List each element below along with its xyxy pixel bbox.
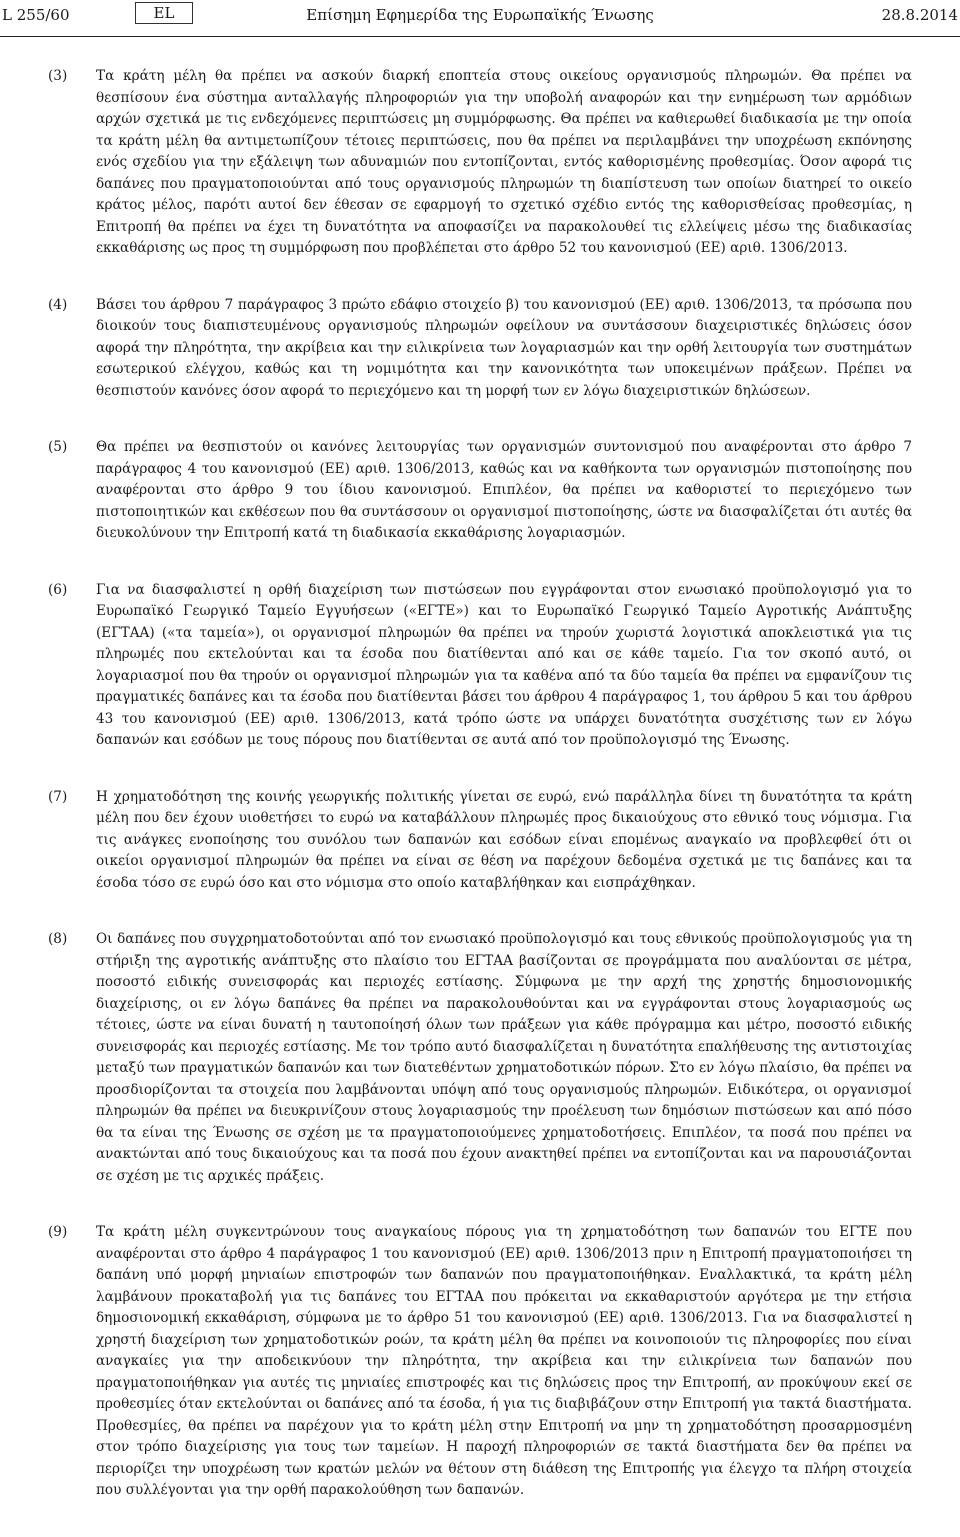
- recital-text: Η χρηματοδότηση της κοινής γεωργικής πολιτικής γίνεται σε ευρώ, ενώ παράλληλα δίνει τη δυνατότητα τα κράτη μέλη που δεν έχουν υιοθετήσει το ευρώ να καταβάλλουν πληρωμές προς δικαιούχους στο εθνικό τους νόμισμα. Για τις ανάγκες ενοποίησης του συνόλου των δαπανών και εσόδων είναι επομένως αναγκαίο να προβλεφθεί ότι οι οικείοι οργανισμοί πληρωμών θα πρέπει να είναι σε θέση να παρέχουν δεδομένα σχετικά με τις δαπάνες και τα έσοδα τόσο σε ευρώ όσο και στο νόμισμα στο οποίο καταβλήθηκαν και εισπράχθηκαν.: [96, 788, 912, 891]
- recital-number: (4): [48, 296, 68, 313]
- recital-text: Τα κράτη μέλη θα πρέπει να ασκούν διαρκή εποπτεία στους οικείους οργανισμούς πληρωμών. Θα πρέπει να θεσπίσουν ένα σύστημα ανταλλαγής πληροφοριών για την υποβολή αναφορών και την ενημέρωση των αρμόδιων αρχών σχετικά με τις ενδεχόμενες περιπτώσεις μη συμμόρφωσης. Θα πρέπει να καθιερωθεί διαδικασία με την οποία τα κράτη μέλη θα αντιμετωπίζουν τέτοιες περιπτώσεις, που θα πρέπει να περιλαμβάνει την υποχρέωση εκπόνησης ενός σχεδίου για την εξάλειψη των αδυναμιών που εντοπίζονται, εντός καθορισμένης προθεσμίας. Όσον αφορά τις δαπάνες που πραγματοποιούνται από τους οργανισμούς πληρωμών τη διαπίστευση των οποίων διατηρεί το οικείο κράτος μέλος, παρότι αυτοί δεν έθεσαν σε εφαρμογή το σχετικό σχέδιο εντός της καθορισθείσας προθεσμίας, η Επιτροπή θα πρέπει να έχει τη δυνατότητα να αποφασίζει να παρακολουθεί τις ελλείψεις μέσω της διαδικασίας εκκαθάρισης ως προς τη συμμόρφωση που προβλέπεται στο άρθρο 52 του κανονισμού (ΕΕ) αριθ. 1306/2013.: [96, 68, 912, 256]
- header-rule: [0, 36, 960, 37]
- recital-paragraph: [0, 295, 960, 403]
- recital-number: (5): [48, 439, 68, 455]
- recital-text: Θα πρέπει να θεσπιστούν οι κανόνες λειτουργίας των οργανισμών συντονισμού που αναφέρονται στο άρθρο 7 παράγραφος 4 του κανονισμού (ΕΕ) αριθ. 1306/2013, καθώς και να καθήκοντα των οργανισμών πιστοποίησης που αναφέρονται στο άρθρο 9 του ίδιου κανονισμού. Επιπλέον, θα πρέπει να καθοριστεί το περιεχόμενο των πιστοποιητικών και εκθέσεων που θα συντάσσουν οι οργανισμοί πιστοποίησης, ώστε να διασφαλίζεται ότι αυτές θα διευκολύνουν την Επιτροπή κατά τη διαδικασία εκκαθάρισης λογαριασμών.: [96, 439, 912, 541]
- recital-paragraph: [0, 929, 960, 1187]
- recital-number: (6): [48, 581, 68, 598]
- document-body: [0, 66, 960, 1537]
- recital-number: (8): [48, 931, 68, 947]
- recital-number: (3): [48, 68, 68, 84]
- page-header: [0, 0, 960, 38]
- recital-text: Για να διασφαλιστεί η ορθή διαχείριση των πιστώσεων που εγγράφονται στον ενωσιακό προϋπολογισμό για το Ευρωπαϊκό Γεωργικό Ταμείο Εγγυήσεων («ΕΓΤΕ») και το Ευρωπαϊκό Γεωργικό Ταμείο Αγροτικής Ανάπτυξης (ΕΓΤΑΑ) («τα ταμεία»), οι οργανισμοί πληρωμών θα πρέπει να τηρούν χωριστά λογιστικά αποκλειστικά για τις πληρωμές που εκτελούνται και τα έσοδα που διατίθενται από και σε κάθε ταμείο. Για τον σκοπό αυτό, οι λογαριασμοί που θα τηρούν οι οργανισμοί πληρωμών για τα καθένα από τα δύο ταμεία θα πρέπει να εμφανίζουν τις πραγματικές δαπάνες και τα έσοδα που διατίθενται βάσει του άρθρου 4 παράγραφος 1, του άρθρου 5 και του άρθρου 43 του κανονισμού (ΕΕ) αριθ. 1306/2013, κατά τρόπο ώστε να υπάρχει δυνατότητα συσχέτισης των εν λόγω δαπανών και εσόδων με τους πόρους που διατίθενται σε αυτά από τον προϋπολογισμό της Ένωσης.: [96, 581, 912, 748]
- recital-paragraph: [0, 787, 960, 895]
- publication-date: 28.8.2014: [881, 6, 958, 24]
- journal-title: Επίσημη Εφημερίδα της Ευρωπαϊκής Ένωσης: [306, 6, 654, 24]
- recital-text: Τα κράτη μέλη συγκεντρώνουν τους αναγκαίους πόρους για τη χρηματοδότηση των δαπανών του ΕΓΤΕ που αναφέρονται στο άρθρο 4 παράγραφος 1 του κανονισμού (ΕΕ) αριθ. 1306/2013 πριν η Επιτροπή πραγματοποιήσει τη δαπάνη υπό μορφή μηνιαίων επιστροφών των δαπανών που πραγματοποιήθηκαν. Εναλλακτικά, τα κράτη μέλη λαμβάνουν προκαταβολή για τις δαπάνες του ΕΓΤΑΑ που πρόκειται να εκκαθαριστούν αργότερα με την ετήσια δημοσιονομική εκκαθάριση, σύμφωνα με το άρθρο 51 του κανονισμού (ΕΕ) αριθ. 1306/2013. Για να διασφαλιστεί η χρηστή διαχείριση των χρηματοδοτικών ροών, τα κράτη μέλη θα πρέπει να κοινοποιούν τις πληροφορίες που είναι αναγκαίες για την αποδεικνύουν την πληρότητα, την ακρίβεια και την ειλικρίνεια των δαπανών που πραγματοποιήθηκαν για αυτές τις μηνιαίες επιστροφές και τις δηλώσεις προς την Επιτροπή, αν προκύψουν εκεί σε προθεσμίες όταν εκτελούνται οι δαπάνες από τα έσοδα, ή για τις διαβιβάζουν στην Επιτροπή για τακτά διαστήματα. Προθεσμίες, θα πρέπει να παρέχουν για το κράτη μέλη στην Επιτροπή να μην τη χρηματοδότηση προσαρμοσμένη στον τρόπο διαχείρισης για τους των ταμείων. Η παροχή πληροφοριών σε τακτά διαστήματα δεν θα πρέπει να περιορίζει την υποχρέωση των κρατών μελών να θέτουν στη διάθεση της Επιτροπής για έλεγχο τα πλήρη στοιχεία που συλλέγονται για την ορθή παρακολούθηση των δαπανών.: [96, 1224, 912, 1498]
- language-badge: EL: [135, 2, 193, 24]
- page-number: L 255/60: [2, 6, 70, 24]
- recital-text: Βάσει του άρθρου 7 παράγραφος 3 πρώτο εδάφιο στοιχείο β) του κανονισμού (ΕΕ) αριθ. 1306/2013, τα πρόσωπα που διοικούν τους διαπιστευμένους οργανισμούς πληρωμών οφείλουν να συντάσσουν διαχειριστικές δηλώσεις όσον αφορά την πληρότητα, την ακρίβεια και την ειλικρίνεια των λογαριασμών και την ορθή λειτουργία των συστημάτων εσωτερικού ελέγχου, καθώς και τη νομιμότητα και την κανονικότητα των υποκειμένων πράξεων. Πρέπει να θεσπιστούν κανόνες όσον αφορά το περιεχόμενο και τη μορφή των εν λόγω διαχειριστικών δηλώσεων.: [96, 296, 912, 399]
- recital-number: (7): [48, 788, 68, 805]
- recital-paragraph: [0, 1222, 960, 1502]
- recital-paragraph: [0, 437, 960, 545]
- recital-paragraph: [0, 580, 960, 752]
- recital-text: Οι δαπάνες που συγχρηματοδοτούνται από τον ενωσιακό προϋπολογισμό και τους εθνικούς προϋπολογισμούς για τη στήριξη της αγροτικής ανάπτυξης στο πλαίσιο του ΕΓΤΑΑ βασίζονται σε προγράμματα που αναλύονται σε μέτρα, ποσοστό ειδικής συνεισφοράς και περιοχές εστίασης. Σύμφωνα με την αρχή της χρηστής δημοσιονομικής διαχείρισης, οι εν λόγω δαπάνες θα πρέπει να παρακολουθούνται και να εγγράφονται στους λογαριασμούς ως τέτοιες, ώστε να είναι δυνατή η ταυτοποίησή όλων των πράξεων για κάθε πρόγραμμα και μέτρο, ποσοστό ειδικής συνεισφοράς και περιοχές εστίασης. Με τον τρόπο αυτό διασφαλίζεται η δυνατότητα επαλήθευσης της αντιστοιχίας μεταξύ των πραγματικών δαπανών και των διατεθέντων χρηματοδοτικών πόρων. Στο εν λόγω πλαίσιο, θα πρέπει να προσδιορίζονται τα στοιχεία που λαμβάνονται υπόψη από τους οργανισμούς πληρωμών. Ειδικότερα, οι οργανισμοί πληρωμών θα πρέπει να διευκρινίζουν στους λογαριασμούς την προέλευση των δημόσιων πιστώσεων και από πόσο θα τα είναι της Ένωσης σε σχέση με τα πραγματοποιούμενες χρηματοδοτήσεις. Επιπλέον, τα ποσά που πρέπει να ανακτώνται από τους δικαιούχους και τα ποσά που έχουν ανακτηθεί πρέπει να εντοπίζονται και να παρουσιάζονται σε σχέση με τις αρχικές πράξεις.: [96, 931, 912, 1184]
- recital-number: (9): [48, 1224, 68, 1240]
- recital-paragraph: [0, 66, 960, 260]
